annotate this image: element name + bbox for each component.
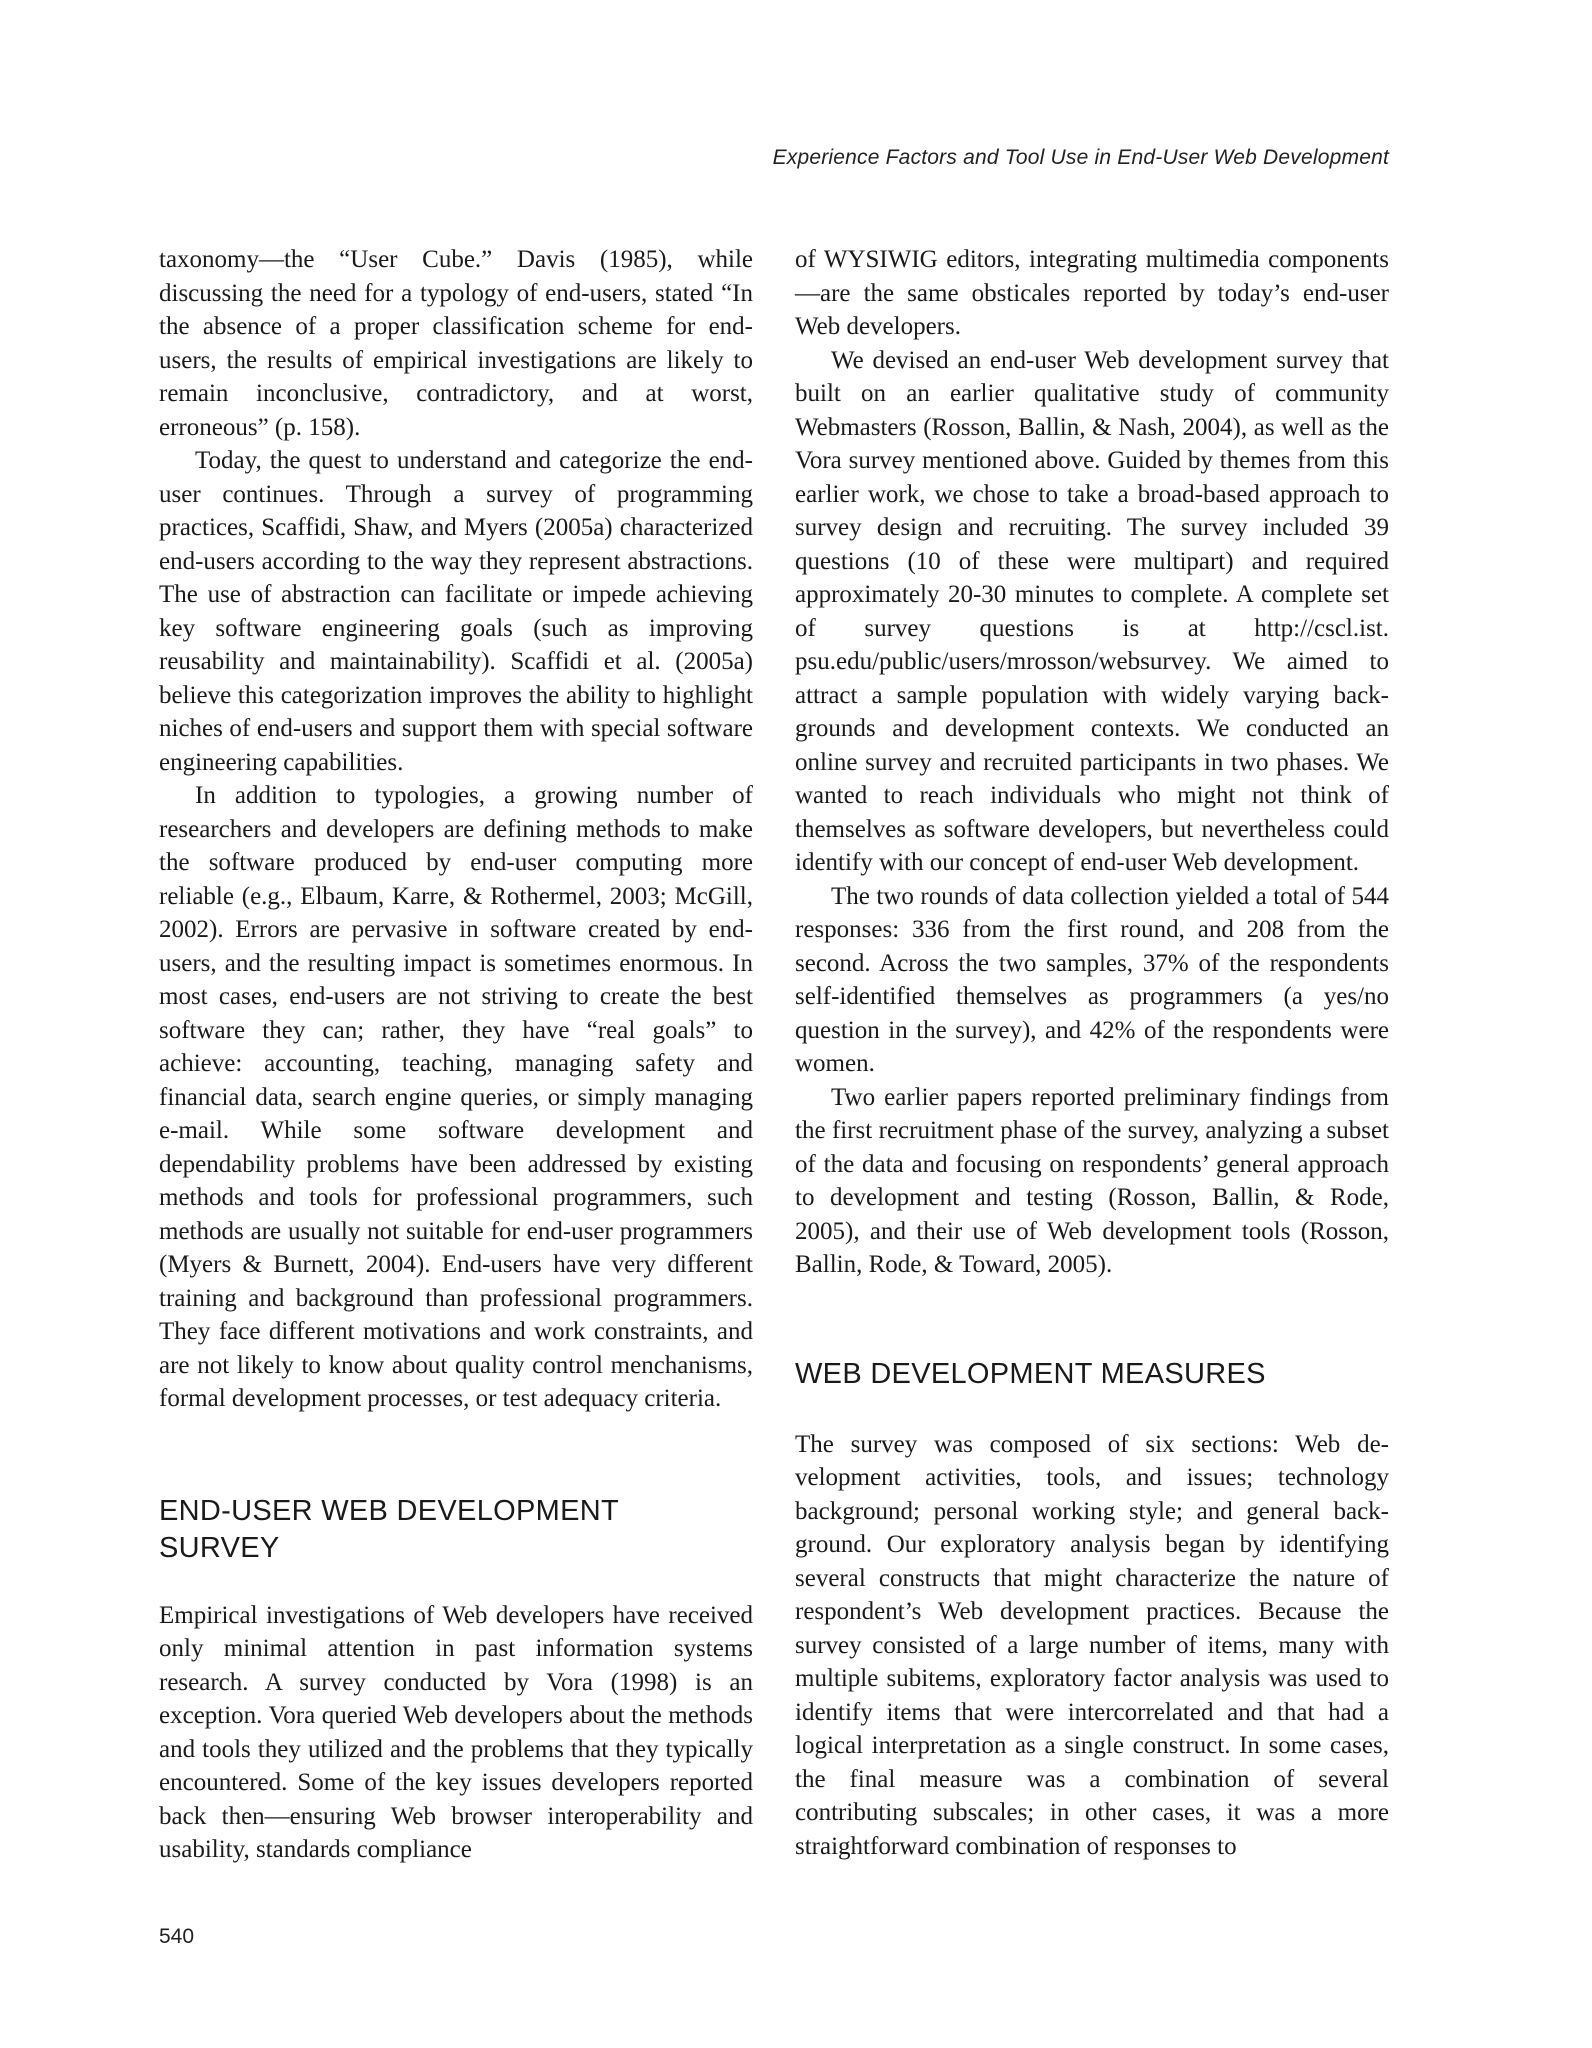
right-column (795, 243, 1389, 1863)
left-column (159, 243, 753, 1867)
body-paragraph: Today, the quest to understand and categorize the end-user continues. Through a survey of programming practices, Scaffidi, Shaw, and Myers (2005a) characterized end-users according to the way they represent abstractions. The use of abstraction can facilitate or impede achieving key software engineering goals (such as improving reusability and maintainability). Scaffidi et al. (2005a) believe this categorization improves the ability to highlight niches of end-users and support them with special software engineering capabilities. (159, 447, 753, 776)
body-paragraph: of WYSIWIG editors, integrating multimedia components—are the same obsticales reported by today’s end-user Web developers. (795, 246, 1389, 340)
section-heading-measures: WEB DEVELOPMENT MEASURES (795, 1357, 1266, 1390)
body-paragraph: Empirical investigations of Web developers have received only minimal attention in past information systems research. A survey conducted by Vora (1998) is an exception. Vora queried Web developers about the methods and tools they utilized and the problems that they typically encountered. Some of the key issues developers reported back then—ensuring Web browser interoperability and usability, standards compliance (159, 1601, 753, 1863)
running-header: Experience Factors and Tool Use in End-User Web Development (772, 146, 1389, 169)
body-paragraph: Two earlier papers reported preliminary findings from the first recruitment phase of the survey, analyzing a subset of the data and focusing on respondents’ general approach to development and testing (Rosson, Ballin, & Rode, 2005), and their use of Web development tools (Rosson, Ballin, Rode, & Toward, 2005). (795, 1083, 1389, 1278)
page-number: 540 (159, 1925, 195, 1948)
body-paragraph: We devised an end-user Web development survey that built on an earlier qualitative study of community Webmasters (Rosson, Ballin, & Nash, 2004), as well as the Vora survey mentioned above. Guided by themes from this earlier work, we chose to take a broad-based approach to survey design and recruiting. The survey included 39 questions (10 of these were multipart) and required approximately 20-30 minutes to complete. A complete set of survey questions is at http://cscl.ist.​psu.edu/public/users/mrosson/websurvey. We aimed to attract a sample population with widely varying backgrounds and development contexts. We conducted an online survey and recruited participants in two phases. We wanted to reach individuals who might not think of themselves as software developers, but nevertheless could identify with our concept of end-user Web development. (795, 346, 1389, 876)
section-heading-survey: END-USER WEB DEVELOPMENT SURVEY (159, 1494, 619, 1564)
body-paragraph: The two rounds of data collection yielded a total of 544 responses: 336 from the first round, and 208 from the second. Across the two samples, 37% of the respondents self-identified themselves as programmers (a yes/no question in the survey), and 42% of the respondents were women. (795, 882, 1389, 1077)
body-paragraph: The survey was composed of six sections: Web development activities, tools, and issues; technology background; personal working style; and general background. Our exploratory analysis began by identifying several constructs that might characterize the nature of respondent’s Web development practices. Because the survey consisted of a large number of items, many with multiple subitems, exploratory factor analysis was used to identify items that were intercorrelated and that had a logical interpretation as a single construct. In some cases, the final measure was a combination of several contributing subscales; in other cases, it was a more straightforward combination of responses to (795, 1430, 1389, 1860)
body-paragraph: In addition to typologies, a growing number of researchers and developers are defining methods to make the software produced by end-user computing more reliable (e.g., Elbaum, Karre, & Rothermel, 2003; McGill, 2002). Errors are pervasive in software created by end-users, and the resulting impact is sometimes enormous. In most cases, end-users are not striving to create the best software they can; rather, they have “real goals” to achieve: accounting, teaching, managing safety and financial data, search engine queries, or simply managing e-mail. While some software development and dependability problems have been addressed by existing methods and tools for professional programmers, such methods are usually not suitable for end-user programmers (Myers & Burnett, 2004). End-users have very different training and background than professional programmers. They face different motivations and work constraints, and are not likely to know about quality control menchanisms, formal development processes, or test adequacy criteria. (159, 782, 753, 1412)
body-paragraph: taxonomy—the “User Cube.” Davis (1985), while discussing the need for a typology of end-users, stated “In the absence of a proper classification scheme for end-users, the results of empirical investigations are likely to remain inconclusive, contradictory, and at worst, erroneous” (p. 158). (159, 246, 753, 441)
